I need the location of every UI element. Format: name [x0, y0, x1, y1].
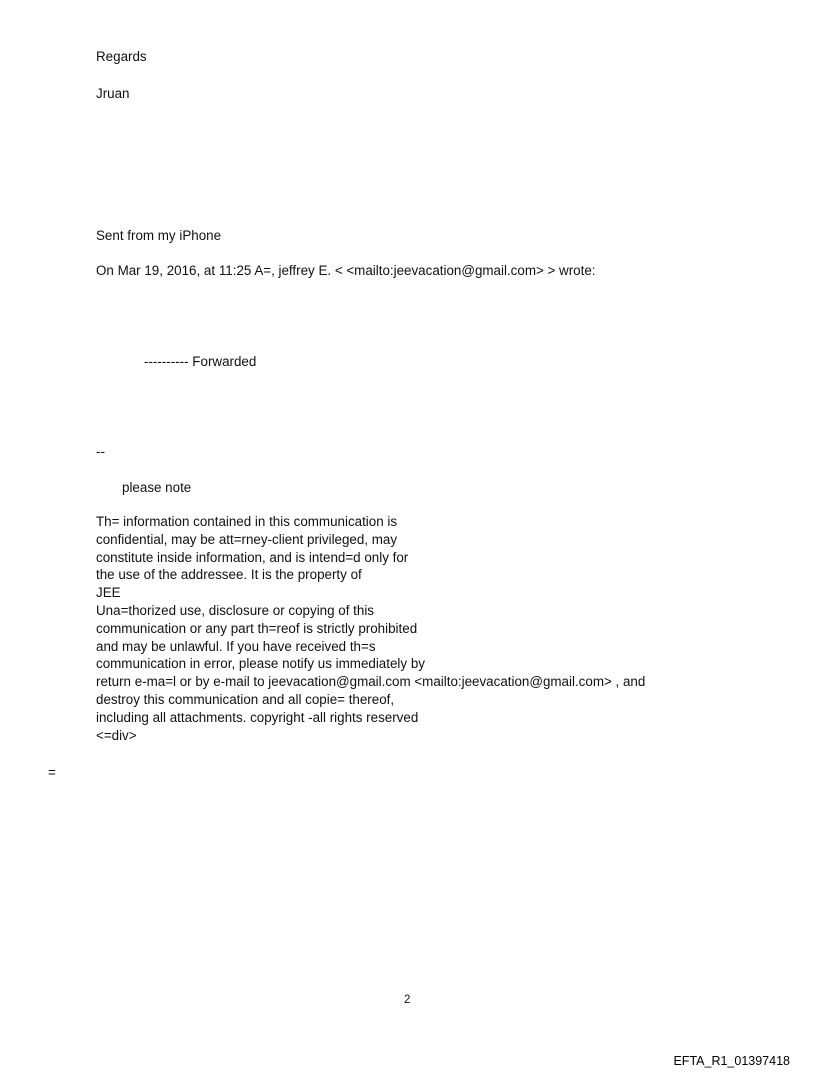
disclaimer-line: the use of the addressee. It is the property of: [96, 567, 362, 583]
disclaimer-line: communication or any part th=reof is strictly prohibited: [96, 620, 418, 636]
disclaimer-line: constitute inside information, and is intend=d only for: [96, 549, 409, 565]
disclaimer-line: including all attachments. copyright -all rights reserved: [96, 709, 419, 725]
closing-text: Regards: [96, 49, 147, 64]
disclaimer-line: confidential, may be att=rney-client privileged, may: [96, 531, 398, 547]
disclaimer-line: and may be unlawful. If you have received th=s: [96, 638, 376, 654]
disclaimer-line: return e-ma=l or by e-mail to jeevacation@gmail.com <mailto:jeevacation@gmail.com> , and: [96, 674, 646, 690]
note-heading: please note: [122, 480, 192, 495]
signature-name: Jruan: [96, 86, 130, 101]
quote-header: On Mar 19, 2016, at 11:25 A=, jeffrey E. < <mailto:jeevacation@gmail.com> > wrote:: [96, 263, 596, 278]
signature-separator: --: [96, 444, 105, 459]
disclaimer-line: Una=thorized use, disclosure or copying of this: [96, 602, 375, 618]
disclaimer-line: communication in error, please notify us immediately by: [96, 656, 425, 672]
trailing-equals: =: [48, 765, 56, 780]
disclaimer-line: Th= information contained in this communication is: [96, 514, 398, 529]
disclaimer-line: JEE: [96, 585, 121, 601]
document-id: EFTA_R1_01397418: [673, 1054, 790, 1068]
disclaimer-line: destroy this communication and all copie= thereof,: [96, 691, 395, 707]
forwarded-marker: ---------- Forwarded: [144, 354, 257, 369]
page-number: 2: [404, 994, 411, 1006]
disclaimer-block: [96, 513, 645, 744]
sent-from-line: Sent from my iPhone: [96, 228, 222, 243]
disclaimer-line: <=div>: [96, 727, 137, 743]
